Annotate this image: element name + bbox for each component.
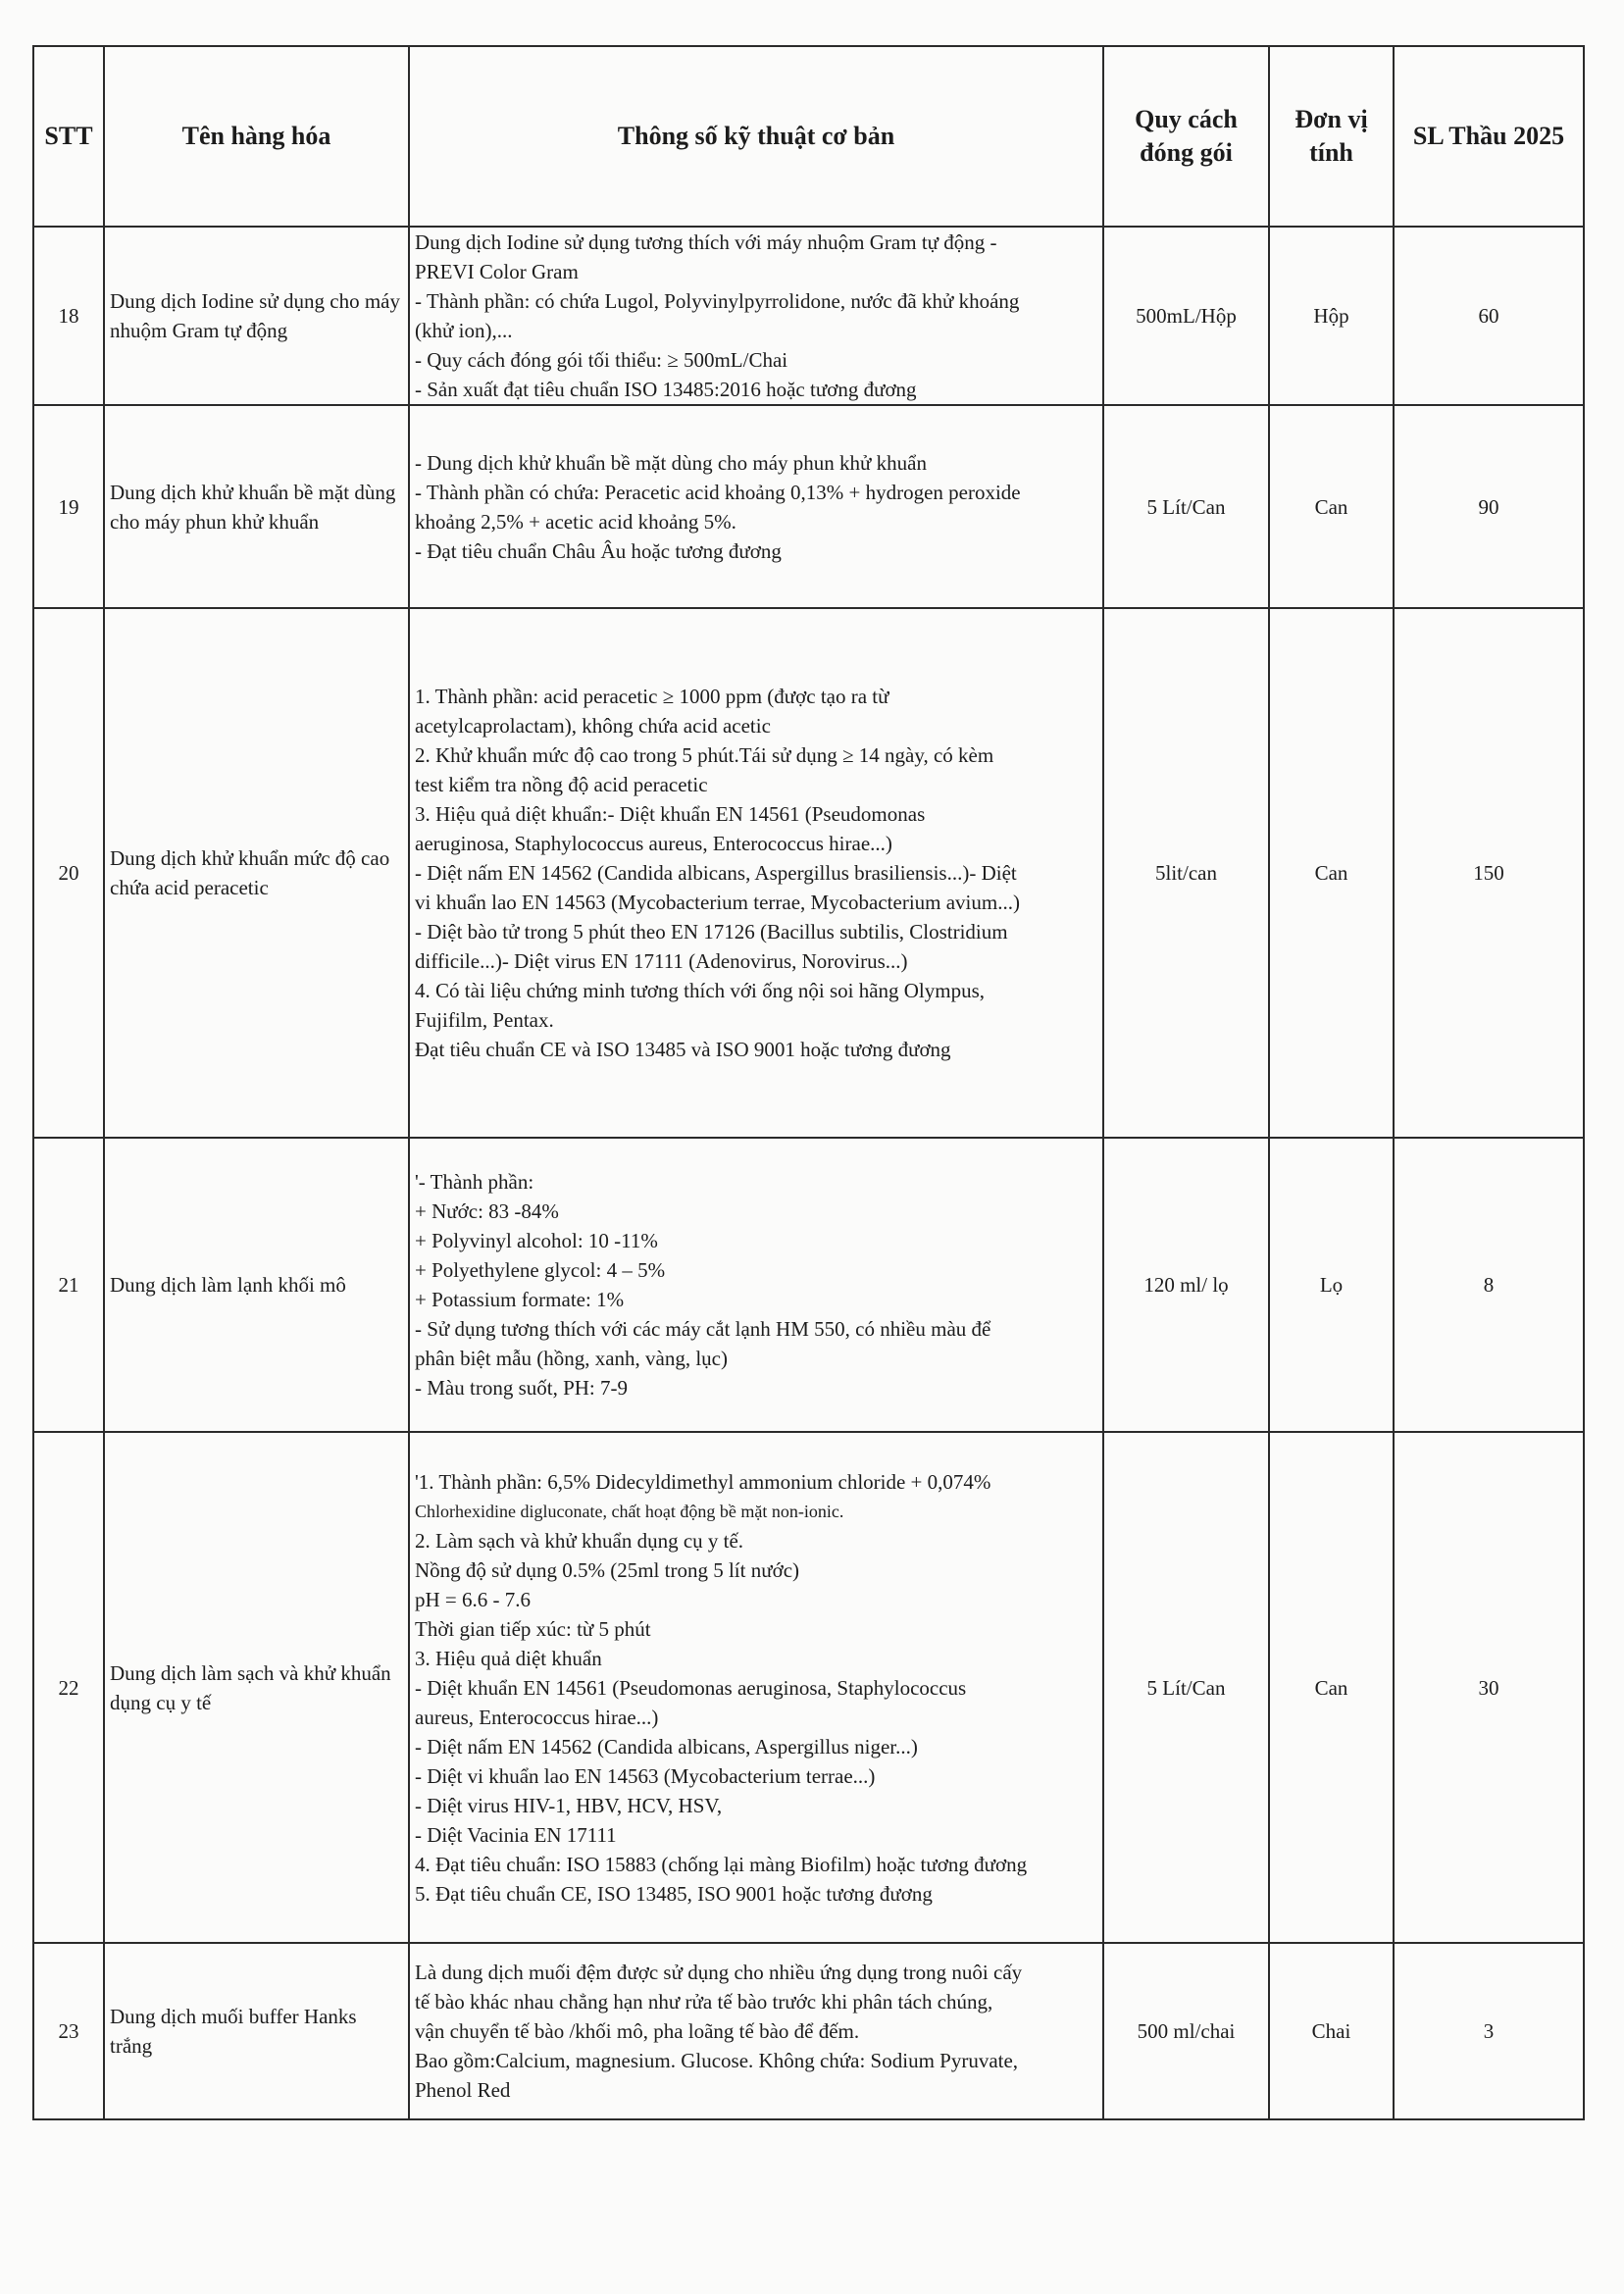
spec-line: Là dung dịch muối đệm được sử dụng cho nhiều ứng dụng trong nuôi cấy <box>415 1961 1023 1984</box>
spec-line: test kiểm tra nồng độ acid peracetic <box>415 773 708 796</box>
spec-line: - Sử dụng tương thích với các máy cắt lạnh HM 550, có nhiều màu để <box>415 1317 991 1341</box>
spec-line: + Polyethylene glycol: 4 – 5% <box>415 1258 666 1282</box>
row-specification <box>409 1432 1103 1943</box>
spec-line: Bao gồm:Calcium, magnesium. Glucose. Không chứa: Sodium Pyruvate, <box>415 2049 1019 2072</box>
row-stt: 20 <box>33 608 104 1138</box>
row-stt: 18 <box>33 227 104 405</box>
spec-line: Đạt tiêu chuẩn CE và ISO 13485 và ISO 9001 hoặc tương đương <box>415 1038 951 1061</box>
row-stt: 23 <box>33 1943 104 2119</box>
spec-line: - Diệt nấm EN 14562 (Candida albicans, Aspergillus niger...) <box>415 1734 918 1759</box>
row-packaging: 500 ml/chai <box>1103 1943 1269 2119</box>
row-stt: 19 <box>33 405 104 608</box>
row-specification <box>409 405 1103 608</box>
table-row <box>33 608 1584 1138</box>
spec-line: - Diệt virus HIV-1, HBV, HCV, HSV, <box>415 1793 723 1817</box>
row-unit: Hộp <box>1269 227 1394 405</box>
row-packaging: 5 Lít/Can <box>1103 405 1269 608</box>
spec-line: Nồng độ sử dụng 0.5% (25ml trong 5 lít nước) <box>415 1557 800 1582</box>
row-unit: Can <box>1269 405 1394 608</box>
header-pack: Quy cách đóng gói <box>1103 46 1269 227</box>
spec-line: 3. Hiệu quả diệt khuẩn:- Diệt khuẩn EN 14561 (Pseudomonas <box>415 802 926 826</box>
specification-table <box>32 45 1585 2120</box>
header-unit: Đơn vị tính <box>1269 46 1394 227</box>
spec-line: aureus, Enterococcus hirae...) <box>415 1705 659 1729</box>
spec-line: + Nước: 83 -84% <box>415 1199 559 1223</box>
spec-line: tế bào khác nhau chẳng hạn như rửa tế bào trước khi phân tách chúng, <box>415 1990 993 2014</box>
spec-line: vận chuyển tế bào /khối mô, pha loãng tế bào để đếm. <box>415 2019 860 2043</box>
row-specification <box>409 1138 1103 1432</box>
spec-line: 3. Hiệu quả diệt khuẩn <box>415 1646 602 1670</box>
table-row <box>33 1138 1584 1432</box>
row-quantity: 60 <box>1394 227 1584 405</box>
header-qty: SL Thầu 2025 <box>1394 46 1584 227</box>
spec-line: - Đạt tiêu chuẩn Châu Âu hoặc tương đương <box>415 538 782 563</box>
spec-line: + Polyvinyl alcohol: 10 -11% <box>415 1229 658 1252</box>
row-product-name: Dung dịch khử khuẩn bề mặt dùng cho máy phun khử khuẩn <box>104 405 409 608</box>
spec-line: 1. Thành phần: acid peracetic ≥ 1000 ppm (được tạo ra từ <box>415 685 889 708</box>
row-packaging: 5 Lít/Can <box>1103 1432 1269 1943</box>
spec-line: + Potassium formate: 1% <box>415 1288 625 1311</box>
spec-line: (khử ion),... <box>415 319 513 342</box>
spec-line: - Diệt vi khuẩn lao EN 14563 (Mycobacterium terrae...) <box>415 1763 876 1788</box>
row-unit: Can <box>1269 608 1394 1138</box>
row-stt: 22 <box>33 1432 104 1943</box>
spec-line: difficile...)- Diệt virus EN 17111 (Adenovirus, Norovirus...) <box>415 949 908 973</box>
spec-line: '- Thành phần: <box>415 1170 534 1194</box>
spec-line: Phenol Red <box>415 2078 511 2102</box>
spec-line: - Sản xuất đạt tiêu chuẩn ISO 13485:2016 hoặc tương đương <box>415 378 917 401</box>
spec-line: Fujifilm, Pentax. <box>415 1008 554 1032</box>
row-product-name: Dung dịch khử khuẩn mức độ cao chứa acid peracetic <box>104 608 409 1138</box>
spec-line: 2. Khử khuẩn mức độ cao trong 5 phút.Tái sử dụng ≥ 14 ngày, có kèm <box>415 743 994 767</box>
row-quantity: 90 <box>1394 405 1584 608</box>
table-body <box>33 227 1584 2119</box>
row-product-name: Dung dịch muối buffer Hanks trắng <box>104 1943 409 2119</box>
spec-line: PREVI Color Gram <box>415 260 579 283</box>
row-specification <box>409 1943 1103 2119</box>
spec-line: vi khuẩn lao EN 14563 (Mycobacterium terrae, Mycobacterium avium...) <box>415 891 1020 914</box>
spec-line: pH = 6.6 - 7.6 <box>415 1587 532 1611</box>
spec-line: acetylcaprolactam), không chứa acid acetic <box>415 714 771 738</box>
row-product-name: Dung dịch làm sạch và khử khuẩn dụng cụ y tế <box>104 1432 409 1943</box>
row-product-name: Dung dịch làm lạnh khối mô <box>104 1138 409 1432</box>
spec-line: Chlorhexidine digluconate, chất hoạt động bề mặt non-ionic. <box>415 1501 844 1521</box>
table-row <box>33 1943 1584 2119</box>
spec-line: Dung dịch Iodine sử dụng tương thích với máy nhuộm Gram tự động - <box>415 230 997 254</box>
spec-line: - Thành phần có chứa: Peracetic acid khoảng 0,13% + hydrogen peroxide <box>415 480 1021 504</box>
spec-line: - Màu trong suốt, PH: 7-9 <box>415 1376 628 1400</box>
spec-line: - Quy cách đóng gói tối thiểu: ≥ 500mL/Chai <box>415 348 788 372</box>
spec-line: '1. Thành phần: 6,5% Didecyldimethyl ammonium chloride + 0,074% <box>415 1469 991 1494</box>
row-unit: Lọ <box>1269 1138 1394 1432</box>
row-quantity: 30 <box>1394 1432 1584 1943</box>
spec-line: - Diệt nấm EN 14562 (Candida albicans, Aspergillus brasiliensis...)- Diệt <box>415 861 1017 885</box>
row-unit: Chai <box>1269 1943 1394 2119</box>
header-spec: Thông số kỹ thuật cơ bản <box>409 46 1103 227</box>
row-quantity: 8 <box>1394 1138 1584 1432</box>
row-specification <box>409 608 1103 1138</box>
spec-line: phân biệt mẫu (hồng, xanh, vàng, lục) <box>415 1347 728 1370</box>
spec-line: khoảng 2,5% + acetic acid khoảng 5%. <box>415 509 736 534</box>
spec-line: - Diệt bào tử trong 5 phút theo EN 17126 (Bacillus subtilis, Clostridium <box>415 920 1008 943</box>
row-packaging: 5lit/can <box>1103 608 1269 1138</box>
table-row <box>33 227 1584 405</box>
spec-line: 4. Đạt tiêu chuẩn: ISO 15883 (chống lại màng Biofilm) hoặc tương đương <box>415 1852 1028 1876</box>
row-specification <box>409 227 1103 405</box>
row-quantity: 3 <box>1394 1943 1584 2119</box>
row-packaging: 500mL/Hộp <box>1103 227 1269 405</box>
spec-line: 2. Làm sạch và khử khuẩn dụng cụ y tế. <box>415 1528 744 1553</box>
row-stt: 21 <box>33 1138 104 1432</box>
spec-line: - Dung dịch khử khuẩn bề mặt dùng cho máy phun khử khuẩn <box>415 450 928 475</box>
spec-line: - Diệt Vacinia EN 17111 <box>415 1822 617 1847</box>
spec-line: 4. Có tài liệu chứng minh tương thích với ống nội soi hãng Olympus, <box>415 979 986 1002</box>
row-unit: Can <box>1269 1432 1394 1943</box>
spec-line: 5. Đạt tiêu chuẩn CE, ISO 13485, ISO 9001 hoặc tương đương <box>415 1881 933 1906</box>
table-header-row <box>33 46 1584 227</box>
spec-line: - Diệt khuẩn EN 14561 (Pseudomonas aeruginosa, Staphylococcus <box>415 1675 967 1700</box>
spec-line: Thời gian tiếp xúc: từ 5 phút <box>415 1616 651 1641</box>
row-packaging: 120 ml/ lọ <box>1103 1138 1269 1432</box>
header-stt: STT <box>33 46 104 227</box>
header-name: Tên hàng hóa <box>104 46 409 227</box>
spec-line: - Thành phần: có chứa Lugol, Polyvinylpyrrolidone, nước đã khử khoáng <box>415 289 1020 313</box>
spec-line: aeruginosa, Staphylococcus aureus, Enterococcus hirae...) <box>415 832 892 855</box>
row-quantity: 150 <box>1394 608 1584 1138</box>
row-product-name: Dung dịch Iodine sử dụng cho máy nhuộm Gram tự động <box>104 227 409 405</box>
table-row <box>33 405 1584 608</box>
table-row <box>33 1432 1584 1943</box>
